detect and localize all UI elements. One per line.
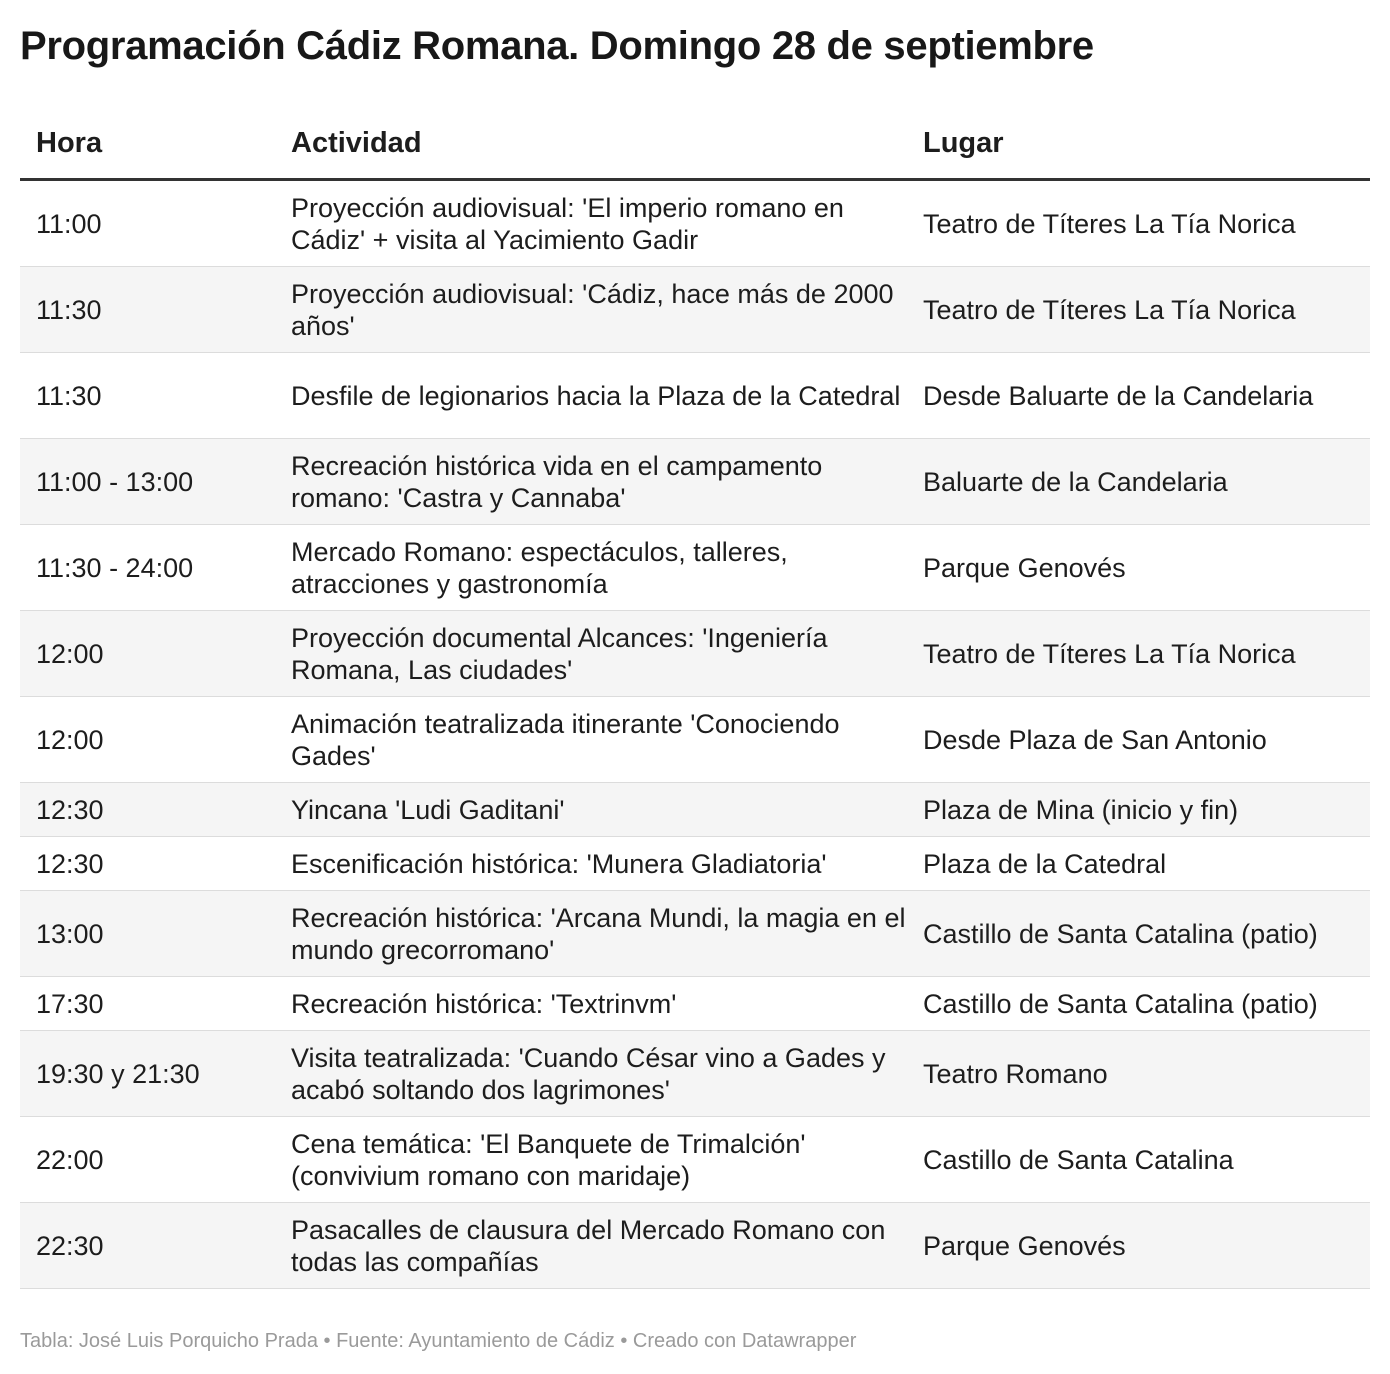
- source-footer: Tabla: José Luis Porquicho Prada • Fuente: Ayuntamiento de Cádiz • Creado con Datawrapper: [20, 1330, 857, 1352]
- cell-actividad: Visita teatralizada: 'Cuando César vino a Gades y acabó soltando dos lagrimones': [275, 1031, 907, 1117]
- cell-lugar: Parque Genovés: [907, 1203, 1370, 1289]
- table-row: [20, 891, 1370, 977]
- cell-hora: 11:30: [20, 267, 275, 353]
- table-row: [20, 353, 1370, 439]
- cell-actividad: Recreación histórica: 'Textrinvm': [275, 977, 907, 1031]
- table-row: [20, 837, 1370, 891]
- table-row: [20, 525, 1370, 611]
- cell-lugar: Baluarte de la Candelaria: [907, 439, 1370, 525]
- column-header-actividad: Actividad: [275, 108, 907, 180]
- cell-hora: 11:00 - 13:00: [20, 439, 275, 525]
- table-row: [20, 267, 1370, 353]
- cell-lugar: Teatro de Títeres La Tía Norica: [907, 267, 1370, 353]
- cell-hora: 22:30: [20, 1203, 275, 1289]
- cell-lugar: Castillo de Santa Catalina (patio): [907, 891, 1370, 977]
- cell-actividad: Mercado Romano: espectáculos, talleres, atracciones y gastronomía: [275, 525, 907, 611]
- cell-hora: 22:00: [20, 1117, 275, 1203]
- cell-lugar: Teatro de Títeres La Tía Norica: [907, 611, 1370, 697]
- cell-hora: 11:30: [20, 353, 275, 439]
- table-header-row: [20, 108, 1370, 180]
- cell-lugar: Teatro de Títeres La Tía Norica: [907, 180, 1370, 267]
- column-header-hora: Hora: [20, 108, 275, 180]
- cell-lugar: Plaza de Mina (inicio y fin): [907, 783, 1370, 837]
- cell-lugar: Desde Baluarte de la Candelaria: [907, 353, 1370, 439]
- cell-lugar: Castillo de Santa Catalina: [907, 1117, 1370, 1203]
- cell-actividad: Animación teatralizada itinerante 'Conociendo Gades': [275, 697, 907, 783]
- cell-hora: 12:00: [20, 697, 275, 783]
- table-row: [20, 1203, 1370, 1289]
- cell-actividad: Recreación histórica: 'Arcana Mundi, la magia en el mundo grecorromano': [275, 891, 907, 977]
- cell-actividad: Escenificación histórica: 'Munera Gladiatoria': [275, 837, 907, 891]
- cell-hora: 11:00: [20, 180, 275, 267]
- schedule-table: [20, 108, 1370, 1289]
- cell-actividad: Recreación histórica vida en el campamento romano: 'Castra y Cannaba': [275, 439, 907, 525]
- page-title: Programación Cádiz Romana. Domingo 28 de septiembre: [20, 24, 1094, 68]
- cell-lugar: Teatro Romano: [907, 1031, 1370, 1117]
- cell-actividad: Proyección audiovisual: 'Cádiz, hace más de 2000 años': [275, 267, 907, 353]
- cell-actividad: Cena temática: 'El Banquete de Trimalción' (convivium romano con maridaje): [275, 1117, 907, 1203]
- cell-hora: 11:30 - 24:00: [20, 525, 275, 611]
- cell-actividad: Desfile de legionarios hacia la Plaza de la Catedral: [275, 353, 907, 439]
- table-row: [20, 783, 1370, 837]
- table-row: [20, 1117, 1370, 1203]
- table-row: [20, 1031, 1370, 1117]
- column-header-lugar: Lugar: [907, 108, 1370, 180]
- cell-hora: 19:30 y 21:30: [20, 1031, 275, 1117]
- cell-hora: 12:30: [20, 783, 275, 837]
- cell-actividad: Proyección documental Alcances: 'Ingeniería Romana, Las ciudades': [275, 611, 907, 697]
- cell-hora: 12:00: [20, 611, 275, 697]
- cell-actividad: Proyección audiovisual: 'El imperio romano en Cádiz' + visita al Yacimiento Gadir: [275, 180, 907, 267]
- cell-actividad: Yincana 'Ludi Gaditani': [275, 783, 907, 837]
- cell-lugar: Desde Plaza de San Antonio: [907, 697, 1370, 783]
- cell-lugar: Parque Genovés: [907, 525, 1370, 611]
- cell-actividad: Pasacalles de clausura del Mercado Romano con todas las compañías: [275, 1203, 907, 1289]
- table-row: [20, 611, 1370, 697]
- table-row: [20, 439, 1370, 525]
- table-row: [20, 977, 1370, 1031]
- table-row: [20, 180, 1370, 267]
- cell-hora: 12:30: [20, 837, 275, 891]
- cell-lugar: Plaza de la Catedral: [907, 837, 1370, 891]
- cell-hora: 13:00: [20, 891, 275, 977]
- cell-lugar: Castillo de Santa Catalina (patio): [907, 977, 1370, 1031]
- table-row: [20, 697, 1370, 783]
- cell-hora: 17:30: [20, 977, 275, 1031]
